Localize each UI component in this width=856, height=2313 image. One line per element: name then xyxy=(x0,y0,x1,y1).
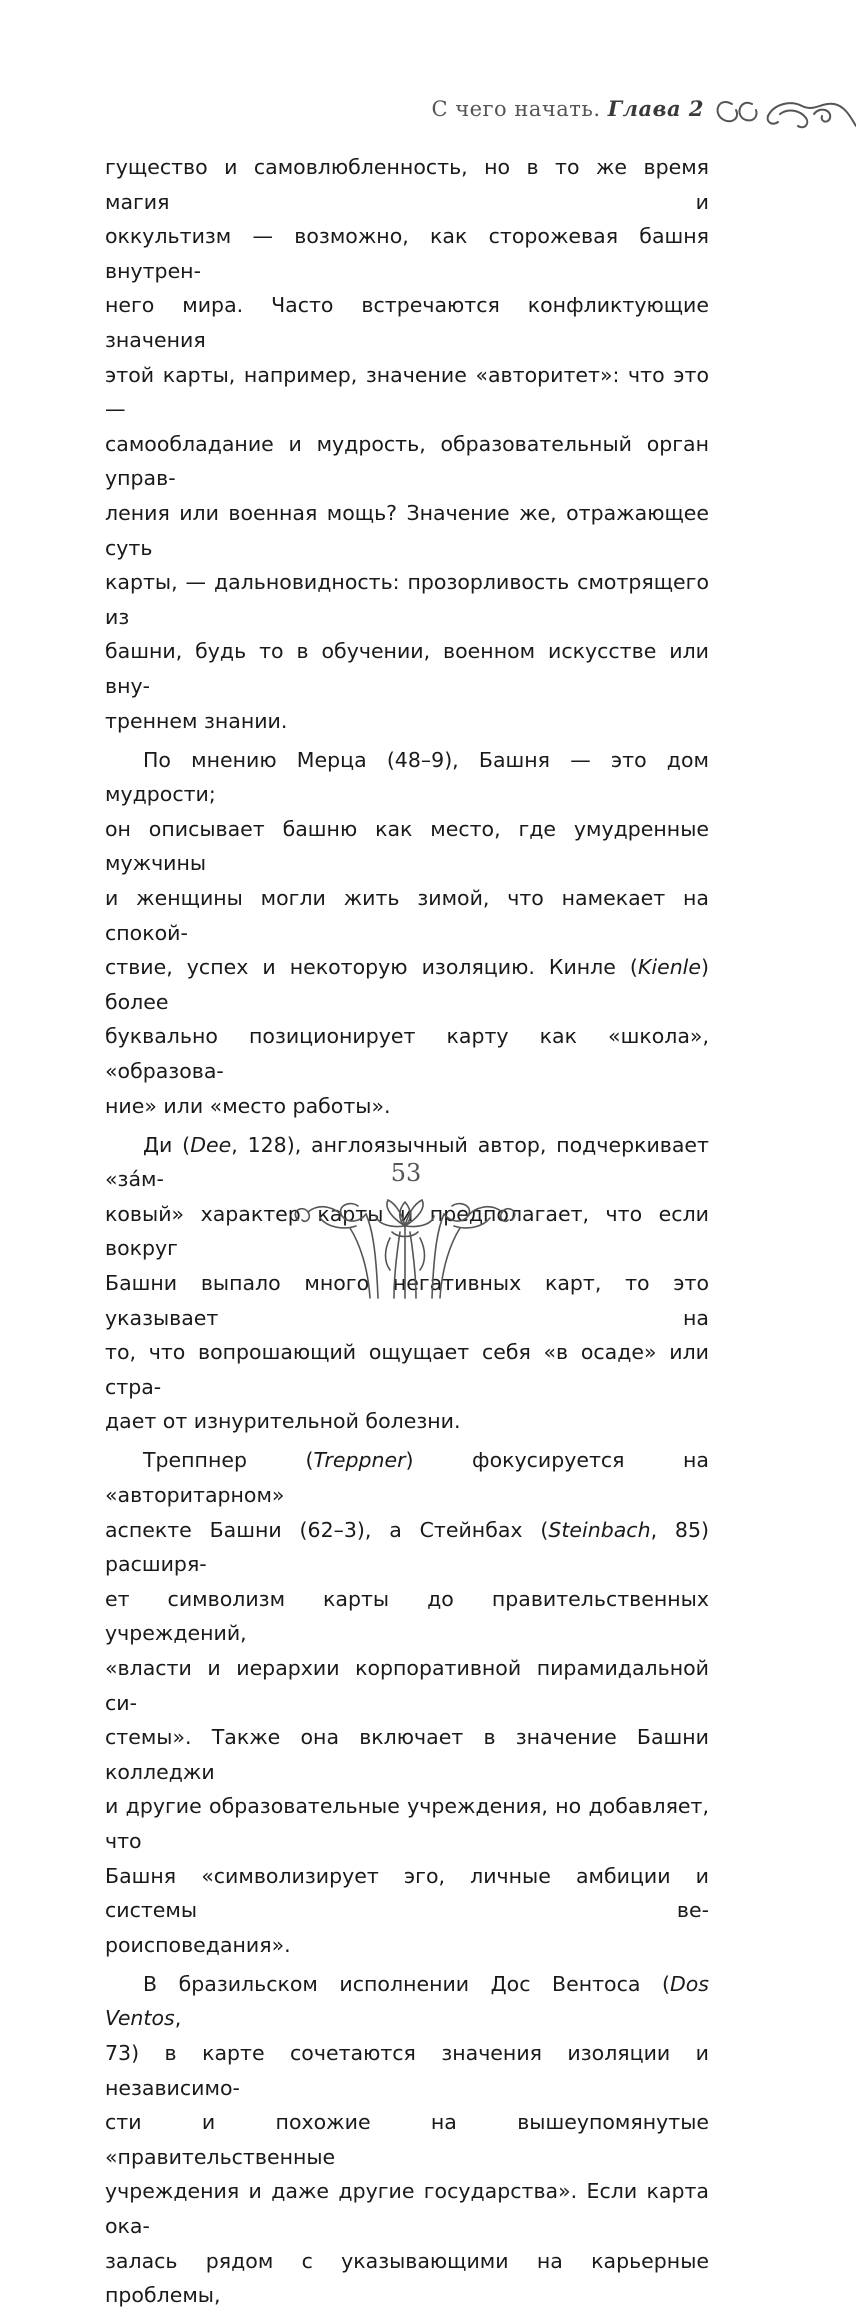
text-line: учреждения и даже другие государства». Если карта ока- xyxy=(105,2179,709,2239)
floral-ornament-icon xyxy=(280,1188,530,1299)
paragraph xyxy=(105,150,709,219)
text-line: ления или военная мощь? Значение же, отражающее суть xyxy=(105,500,709,560)
text-line: ) фокусируется на «авторитарном» xyxy=(105,1448,709,1508)
italic-name: Steinbach xyxy=(548,1517,651,1542)
text-line: ние» или «место работы». xyxy=(105,1093,391,1118)
flourish-ornament-icon xyxy=(710,92,856,142)
paragraph xyxy=(105,881,709,950)
text-line: сти и похожие на вышеупомянутые «правительственные xyxy=(105,2110,709,2169)
italic-name: Treppner xyxy=(313,1448,406,1473)
text-line: дает от изнурительной болезни. xyxy=(105,1409,461,1434)
text-line: ) более xyxy=(105,955,709,1014)
text-line: оккультизм — возможно, как сторожевая башня внутрен- xyxy=(105,224,709,283)
book-section-title: С чего начать. xyxy=(431,97,601,121)
paragraph xyxy=(105,1859,709,1928)
text-line: , 128), англоязычный автор, подчеркивает «за́м- xyxy=(105,1132,709,1192)
italic-name: Dos Ventos xyxy=(105,1971,709,2031)
text-line: самообладание и мудрость, образовательный орган управ- xyxy=(105,431,709,491)
text-line: ет символизм карты до правительственных учреждений, xyxy=(105,1586,709,1646)
text-line: «власти и иерархии корпоративной пирамидальной си- xyxy=(105,1656,709,1715)
paragraph xyxy=(105,812,709,881)
italic-name: Kienle xyxy=(637,955,701,980)
paragraph xyxy=(105,565,709,634)
page-number: 53 xyxy=(390,1159,422,1187)
paragraph xyxy=(105,358,709,427)
text-line: Ди ( xyxy=(143,1132,191,1157)
paragraph xyxy=(105,1019,709,1088)
text-line: и женщины могли жить зимой, что намекает на спокой- xyxy=(105,885,709,945)
paragraph xyxy=(105,1928,709,1963)
paragraph xyxy=(105,1789,709,1858)
text-line: башни, будь то в обучении, военном искусстве или вну- xyxy=(105,639,709,698)
paragraph xyxy=(105,2036,709,2105)
text-line: него мира. Часто встречаются конфликтующие значения xyxy=(105,293,709,352)
text-line: он описывает башню как место, где умудренные мужчины xyxy=(105,816,709,876)
paragraph xyxy=(105,427,709,496)
paragraph xyxy=(105,288,709,357)
text-line: стемы». Также она включает в значение Башни колледжи xyxy=(105,1725,709,1784)
paragraph xyxy=(105,1720,709,1789)
text-line: гущество и самовлюбленность, но в то же время магия и xyxy=(105,155,709,214)
paragraph xyxy=(105,1582,709,1651)
text-line: По мнению Мерца (48–9), Башня — это дом мудрости; xyxy=(105,747,709,807)
paragraph xyxy=(105,634,709,703)
paragraph xyxy=(105,950,709,1019)
text-line: залась рядом с указывающими на карьерные проблемы, xyxy=(105,2248,709,2308)
paragraph xyxy=(105,219,709,288)
paragraph xyxy=(105,496,709,565)
paragraph xyxy=(105,2174,709,2243)
text-line: этой карты, например, значение «авторитет»: что это — xyxy=(105,362,709,422)
text-line: , xyxy=(174,2006,182,2031)
paragraph xyxy=(105,1443,709,1512)
text-line: ствие, успех и некоторую изоляцию. Кинле ( xyxy=(105,955,638,980)
paragraph xyxy=(105,743,709,812)
text-line: , 85) расширя- xyxy=(105,1517,709,1577)
text-line: роисповедания». xyxy=(105,1932,291,1957)
text-line: карты, — дальновидность: прозорливость смотрящего из xyxy=(105,570,709,629)
paragraph xyxy=(105,1089,709,1124)
italic-name: Dee xyxy=(190,1132,232,1157)
running-head xyxy=(431,96,704,121)
text-line: ковый» характер карты и предполагает, что если вокруг xyxy=(105,1201,709,1261)
text-line: Треппнер ( xyxy=(143,1448,314,1473)
paragraph xyxy=(105,1651,709,1720)
text-line: аспекте Башни (62–3), а Стейнбах ( xyxy=(105,1517,549,1542)
paragraph xyxy=(105,2244,709,2313)
paragraph xyxy=(105,2105,709,2174)
text-line: треннем знании. xyxy=(105,708,288,733)
text-line: Башни выпало много негативных карт, то это указывает на xyxy=(105,1271,709,1330)
running-header xyxy=(300,92,856,142)
text-line: Башня «символизирует эго, личные амбиции и системы ве- xyxy=(105,1863,709,1923)
paragraph xyxy=(105,704,709,739)
text-line: В бразильском исполнении Дос Вентоса ( xyxy=(143,1971,670,1996)
text-line: 73) в карте сочетаются значения изоляции и независимо- xyxy=(105,2041,709,2100)
text-line: буквально позиционирует карту как «школа», «образова- xyxy=(105,1024,709,1083)
paragraph xyxy=(105,1335,709,1404)
chapter-label: Глава 2 xyxy=(607,96,704,121)
paragraph xyxy=(105,1404,709,1439)
paragraph xyxy=(105,1967,709,2036)
text-line: и другие образовательные учреждения, но добавляет, что xyxy=(105,1794,709,1853)
paragraph xyxy=(105,1513,709,1582)
text-line: то, что вопрошающий ощущает себя «в осаде» или стра- xyxy=(105,1340,709,1399)
